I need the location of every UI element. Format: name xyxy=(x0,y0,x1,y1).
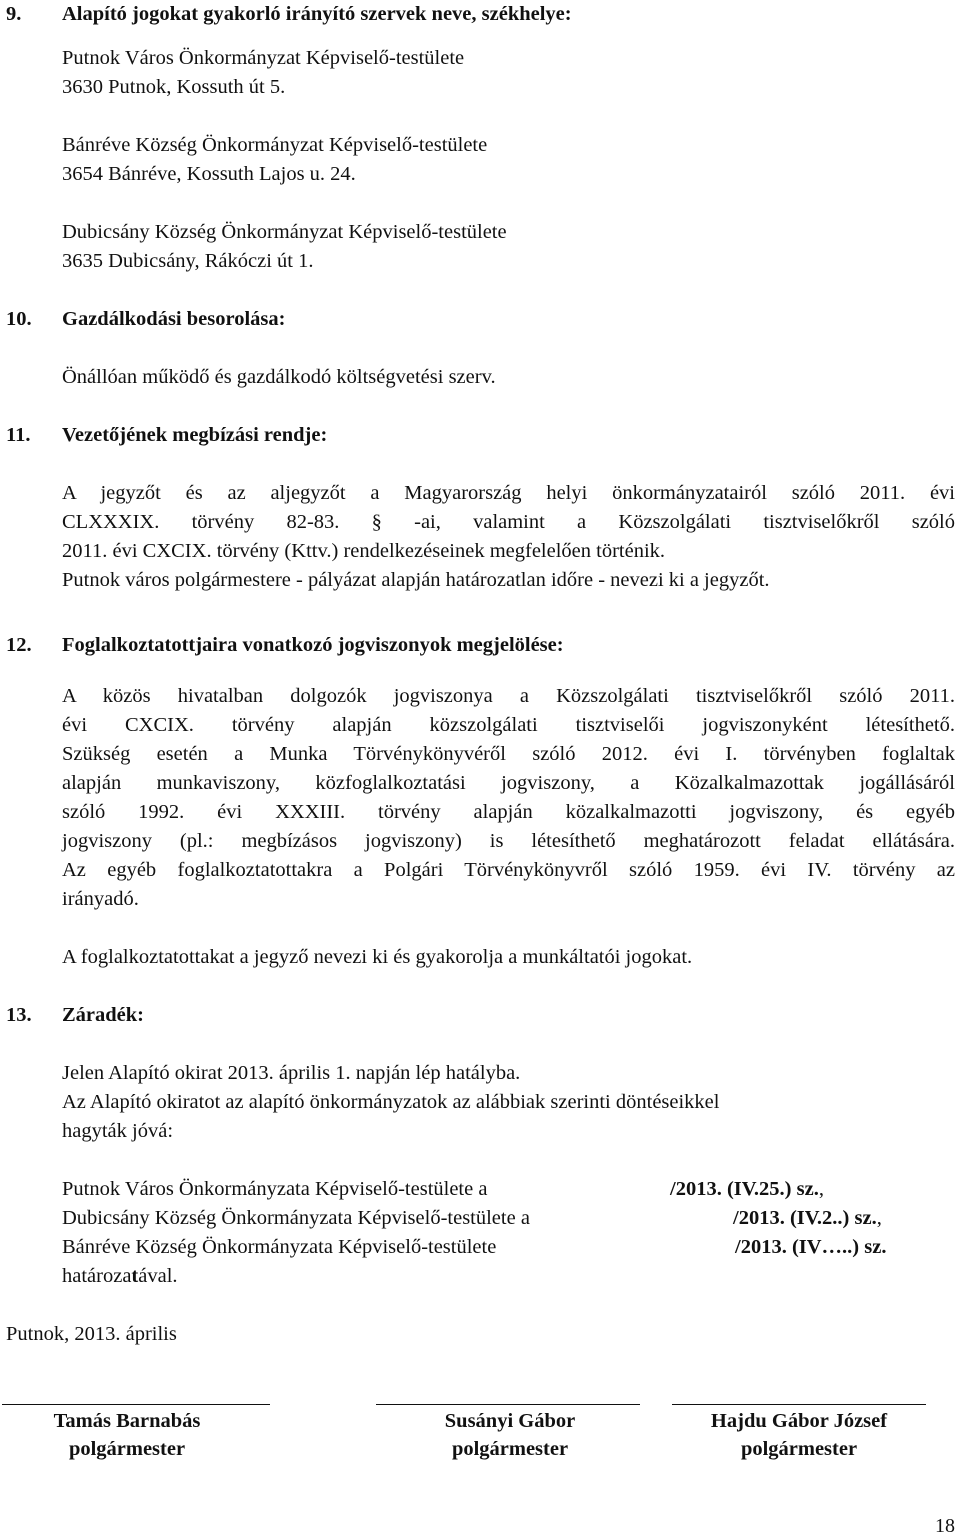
founder-name-1: Putnok Város Önkormányzat Képviselő-testülete xyxy=(62,47,465,69)
section-10-heading: Gazdálkodási besorolása: xyxy=(62,308,286,330)
section-13-heading: Záradék: xyxy=(62,1004,144,1026)
signatory-name-1: Tamás Barnabás xyxy=(53,1410,201,1432)
signatory-title-3: polgármester xyxy=(740,1437,858,1460)
founder-address-2: 3654 Bánréve, Kossuth Lajos u. 24. xyxy=(62,163,356,185)
section-12-line-8: irányadó. xyxy=(62,888,139,910)
decision-closing xyxy=(62,1265,178,1288)
section-12-line-3: Szükség esetén a Munka Törvénykönyvéről szóló 2012. évi I. törvényben foglaltak xyxy=(62,743,955,765)
signatory-title-2: polgármester xyxy=(451,1437,569,1460)
section-11-number: 11. xyxy=(6,424,31,446)
section-9-heading: Alapító jogokat gyakorló irányító szervek neve, székhelye: xyxy=(62,3,572,25)
decision-2-body: Dubicsány Község Önkormányzata Képviselő-testülete a xyxy=(62,1207,530,1229)
decision-closing-pre: határoza xyxy=(62,1265,132,1287)
section-12-extra: A foglalkoztatottakat a jegyző nevezi ki és gyakorolja a munkáltatói jogokat. xyxy=(62,946,693,968)
section-10-number: 10. xyxy=(6,308,32,330)
section-12-heading: Foglalkoztatottjaira vonatkozó jogviszonyok megjelölése: xyxy=(62,634,564,656)
decision-1-ref-number: /2013. (IV.25.) sz. xyxy=(670,1178,819,1200)
signature-line-2 xyxy=(376,1404,640,1405)
section-11-line-3: 2011. évi CXCIX. törvény (Kttv.) rendelkezéseinek megfelelően történik. xyxy=(62,540,666,562)
signature-line-3 xyxy=(672,1404,926,1405)
decision-2-ref-tail: , xyxy=(876,1207,882,1229)
signature-block-2 xyxy=(385,1408,635,1463)
signature-block-3 xyxy=(674,1408,924,1463)
section-9-number: 9. xyxy=(6,3,22,25)
decision-3-ref xyxy=(735,1236,886,1259)
section-13-number: 13. xyxy=(6,1004,32,1026)
section-12-line-7: Az egyéb foglalkoztatottakra a Polgári Törvénykönyvről szóló 1959. évi IV. törvény az xyxy=(62,859,955,881)
section-10-text: Önállóan működő és gazdálkodó költségvetési szerv. xyxy=(62,366,496,388)
section-12-line-2: évi CXCIX. törvény alapján közszolgálati tisztviselői jogviszonyként létesíthető. xyxy=(62,714,955,736)
signatory-name-3: Hajdu Gábor József xyxy=(710,1410,888,1432)
section-11-line-4: Putnok város polgármestere - pályázat alapján határozatlan időre - nevezi ki a jegyzőt. xyxy=(62,569,770,591)
founder-name-3: Dubicsány Község Önkormányzat Képviselő-testülete xyxy=(62,221,507,243)
section-12-line-1: A közös hivatalban dolgozók jogviszonya a Közszolgálati tisztviselőkről szóló 2011. xyxy=(62,685,955,707)
decision-closing-post: ával. xyxy=(138,1265,178,1287)
decision-1-body: Putnok Város Önkormányzata Képviselő-testülete a xyxy=(62,1178,488,1200)
section-11-line-1: A jegyzőt és az aljegyzőt a Magyarország helyi önkormányzatairól szóló 2011. évi xyxy=(62,482,955,504)
founder-name-2: Bánréve Község Önkormányzat Képviselő-testülete xyxy=(62,134,488,156)
decision-1-ref xyxy=(670,1178,824,1201)
clause-effective-date: Jelen Alapító okirat 2013. április 1. napján lép hatályba. xyxy=(62,1062,521,1084)
decision-closing-bold: t xyxy=(131,1265,139,1287)
section-12-number: 12. xyxy=(6,634,32,656)
signature-line-1 xyxy=(2,1404,270,1405)
founder-address-1: 3630 Putnok, Kossuth út 5. xyxy=(62,76,286,98)
section-12-line-4: alapján munkaviszony, közfoglalkoztatási jogviszony, a Közalkalmazottak jogállásáról xyxy=(62,772,955,794)
section-12-line-6: jogviszony (pl.: megbízásos jogviszony) is létesíthető meghatározott feladat ellátására. xyxy=(62,830,955,852)
place-date: Putnok, 2013. április xyxy=(6,1323,177,1345)
signatory-name-2: Susányi Gábor xyxy=(444,1410,576,1432)
signature-block-1 xyxy=(2,1408,252,1463)
clause-approval-intro-2: hagyták jóvá: xyxy=(62,1120,174,1142)
decision-3-body: Bánréve Község Önkormányzata Képviselő-testülete xyxy=(62,1236,497,1258)
decision-3-ref-number: /2013. (IV…..) sz. xyxy=(735,1236,887,1258)
clause-approval-intro: Az Alapító okiratot az alapító önkormányzatok az alábbiak szerinti döntéseikkel xyxy=(62,1091,720,1113)
signatory-title-1: polgármester xyxy=(68,1437,186,1460)
page-number: 18 xyxy=(935,1515,955,1537)
section-11-line-2: CLXXXIX. törvény 82-83. § -ai, valamint a Közszolgálati tisztviselőkről szóló xyxy=(62,511,955,533)
section-11-heading: Vezetőjének megbízási rendje: xyxy=(62,424,328,446)
decision-2-ref xyxy=(733,1207,882,1230)
decision-1-ref-tail: , xyxy=(818,1178,824,1200)
founder-address-3: 3635 Dubicsány, Rákóczi út 1. xyxy=(62,250,314,272)
decision-2-ref-number: /2013. (IV.2..) sz. xyxy=(733,1207,877,1229)
section-12-line-5: szóló 1992. évi XXXIII. törvény alapján közalkalmazotti jogviszony, és egyéb xyxy=(62,801,955,823)
